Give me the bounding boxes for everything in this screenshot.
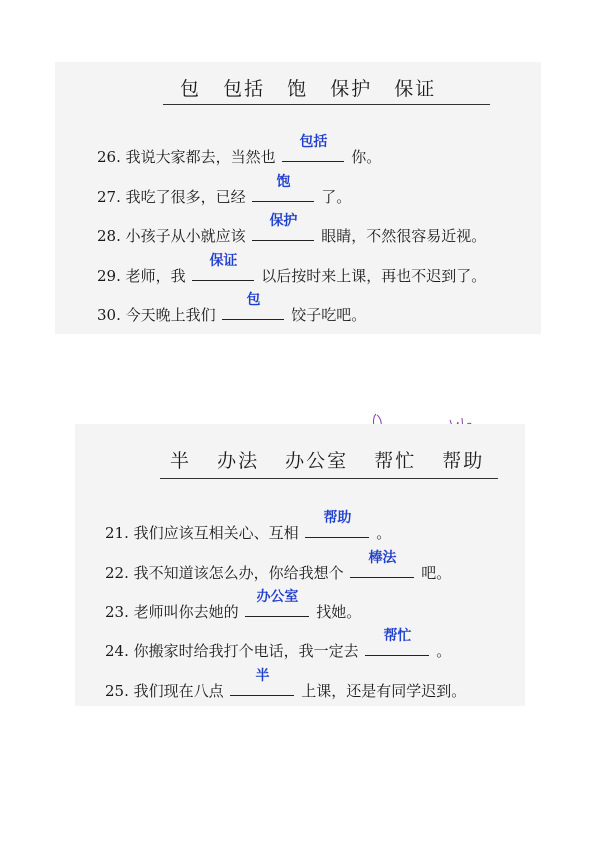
answer-text: 办公室: [256, 589, 299, 605]
question-number: 27.: [97, 188, 121, 206]
answer-blank[interactable]: [252, 174, 314, 202]
question-24: [105, 628, 452, 662]
answer-blank[interactable]: [282, 134, 344, 162]
word-bank-item: 帮助: [442, 450, 485, 472]
answer-blank[interactable]: [222, 292, 284, 320]
question-29: [97, 253, 487, 287]
answer-text: 帮忙: [383, 628, 412, 644]
word-bank-item: 办公室: [285, 450, 349, 472]
question-text: 我不知道该怎么办，你给我想个: [133, 564, 344, 582]
question-26: [97, 134, 382, 168]
question-text: 吧。: [421, 564, 452, 582]
answer-text: 帮助: [323, 510, 352, 526]
question-text: 以后按时来上课，再也不迟到了。: [261, 267, 487, 285]
question-28: [97, 213, 487, 247]
question-21: [105, 510, 392, 544]
question-number: 21.: [105, 524, 129, 542]
question-number: 26.: [97, 148, 121, 166]
word-bank-item: 办法: [217, 450, 260, 472]
question-text: 了。: [321, 188, 352, 206]
word-bank-rule: [163, 104, 490, 105]
question-23: [105, 589, 362, 623]
question-text: 饺子吃吧。: [291, 306, 367, 324]
answer-blank[interactable]: [365, 628, 429, 656]
question-text: 我们现在八点: [133, 682, 224, 700]
word-bank-item: 饱: [287, 78, 309, 100]
answer-text: 棒法: [368, 550, 397, 566]
question-text: 我吃了很多，已经: [125, 188, 246, 206]
answer-blank[interactable]: [305, 510, 369, 538]
answer-text: 包括: [299, 134, 328, 150]
question-number: 28.: [97, 227, 121, 245]
word-bank-item: 半: [170, 450, 192, 472]
question-text: 找她。: [316, 603, 362, 621]
question-text: 你。: [351, 148, 382, 166]
answer-text: 饱: [276, 174, 291, 190]
question-text: 眼睛，不然很容易近视。: [321, 227, 487, 245]
question-number: 30.: [97, 306, 121, 324]
word-bank-item: 包括: [223, 78, 266, 100]
question-number: 24.: [105, 642, 129, 660]
answer-text: 保证: [209, 253, 238, 269]
answer-blank[interactable]: [245, 589, 309, 617]
answer-blank[interactable]: [252, 213, 314, 241]
question-22: [105, 550, 452, 584]
word-bank-item: 帮忙: [374, 450, 417, 472]
question-number: 29.: [97, 267, 121, 285]
answer-blank[interactable]: [350, 550, 414, 578]
question-text: 。: [376, 524, 392, 542]
question-number: 22.: [105, 564, 129, 582]
question-text: 小孩子从小就应该: [125, 227, 246, 245]
answer-blank[interactable]: [192, 253, 254, 281]
question-text: 老师叫你去她的: [133, 603, 239, 621]
question-text: 你搬家时给我打个电话，我一定去: [133, 642, 359, 660]
question-30: [97, 292, 367, 326]
word-bank-rule: [160, 478, 498, 479]
answer-blank[interactable]: [230, 668, 294, 696]
question-number: 23.: [105, 603, 129, 621]
question-25: [105, 668, 467, 702]
word-bank-item: 包: [180, 78, 202, 100]
question-text: 我们应该互相关心、互相: [133, 524, 299, 542]
question-text: 今天晚上我们: [125, 306, 216, 324]
word-bank-bottom: [170, 446, 484, 473]
answer-text: 保护: [269, 213, 298, 229]
answer-text: 半: [255, 668, 270, 684]
word-bank-item: 保证: [394, 78, 437, 100]
question-number: 25.: [105, 682, 129, 700]
question-text: 上课，还是有同学迟到。: [301, 682, 467, 700]
question-text: 老师，我: [125, 267, 186, 285]
word-bank-top: [180, 74, 436, 101]
word-bank-item: 保护: [330, 78, 373, 100]
question-text: 我说大家都去，当然也: [125, 148, 276, 166]
question-27: [97, 174, 352, 208]
question-text: 。: [436, 642, 452, 660]
answer-text: 包: [246, 292, 261, 308]
